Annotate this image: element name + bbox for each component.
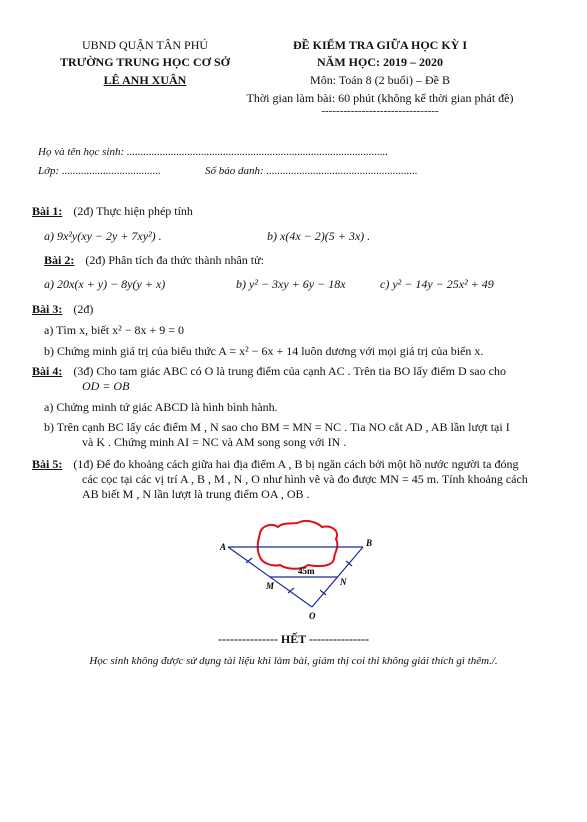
header-divider: -------------------------------- bbox=[321, 105, 439, 117]
problem-4-desc: (3đ) Cho tam giác ABC có O là trung điểm của cạnh AC . Trên tia BO lấy điểm D sao cho bbox=[73, 364, 506, 378]
exam-time: Thời gian làm bài: 60 phút (không kể thời gian phát đề) bbox=[246, 91, 514, 105]
problem-4b-line2: và K . Chứng minh AI = NC và AM song song với IN . bbox=[82, 435, 347, 449]
problem-1b: b) x(4x − 2)(5 + 3x) . bbox=[267, 229, 371, 243]
problem-4a: a) Chứng minh tứ giác ABCD là hình bình hành. bbox=[44, 400, 278, 414]
problem-5-title: Bài 5: bbox=[32, 457, 63, 471]
problem-1-header bbox=[32, 204, 193, 219]
student-sbd-line: Số báo danh: ....................................................... bbox=[205, 165, 418, 177]
problem-3-header bbox=[32, 302, 93, 317]
school-year: NĂM HỌC: 2019 – 2020 bbox=[317, 55, 443, 69]
problem-2b: b) y² − 3xy + 6y − 18x bbox=[236, 277, 346, 291]
student-class-line: Lớp: .................................... bbox=[38, 165, 161, 177]
problem-2c: c) y² − 14y − 25x² + 49 bbox=[380, 277, 494, 291]
problem-1-desc: (2đ) Thực hiện phép tính bbox=[73, 204, 193, 218]
problem-3b: b) Chứng minh giá trị của biểu thức A = x² − 6x + 14 luôn dương với mọi giá trị của biến x. bbox=[44, 344, 484, 358]
point-b-label: B bbox=[366, 538, 373, 548]
problem-4b-line1: b) Trên cạnh BC lấy các điểm M , N sao cho BM = MN = NC . Tia NO cắt AD , AB lần lượt tại I bbox=[44, 420, 510, 434]
problem-2-header bbox=[44, 253, 264, 268]
school-name-line2: LÊ ANH XUÂN bbox=[103, 73, 187, 87]
lake-shape bbox=[258, 521, 338, 569]
district-name: UBND QUẬN TÂN PHÚ bbox=[81, 38, 209, 52]
problem-3a: a) Tìm x, biết x² − 8x + 9 = 0 bbox=[44, 323, 184, 337]
point-a-label: A bbox=[220, 542, 227, 552]
footer-note: Học sinh không được sử dụng tài liệu khi làm bài, giám thị coi thi không giải thích gì thêm./. bbox=[89, 655, 498, 667]
point-o-label: O bbox=[309, 611, 316, 621]
problem-2a: a) 20x(x + y) − 8y(y + x) bbox=[44, 277, 166, 291]
problem-3-title: Bài 3: bbox=[32, 302, 63, 316]
exam-title: ĐỀ KIỂM TRA GIỮA HỌC KỲ I bbox=[292, 38, 468, 52]
problem-4-desc-cont: OD = OB bbox=[82, 379, 130, 393]
problem-5-desc: (1đ) Để đo khoảng cách giữa hai địa điểm A , B bị ngăn cách bởi một hồ nước người ta đóng bbox=[73, 457, 519, 471]
problem-4-header bbox=[32, 364, 506, 379]
problem-2-title: Bài 2: bbox=[44, 253, 75, 267]
point-n-label: N bbox=[340, 577, 347, 587]
exam-subject: Môn: Toán 8 (2 buổi) – Đề B bbox=[310, 73, 450, 87]
problem-2-desc: (2đ) Phân tích đa thức thành nhân tử: bbox=[85, 253, 264, 267]
student-name-line: Họ và tên học sinh: ............................................................................................... bbox=[38, 146, 389, 158]
school-name-line1: TRƯỜNG TRUNG HỌC CƠ SỞ bbox=[59, 55, 230, 69]
end-marker: --------------- HẾT --------------- bbox=[217, 632, 369, 646]
lake-figure bbox=[200, 515, 390, 625]
problem-4-title: Bài 4: bbox=[32, 364, 63, 378]
mn-length-label: 45m bbox=[298, 566, 315, 576]
problem-1-title: Bài 1: bbox=[32, 204, 63, 218]
problem-1a: a) 9x²y(xy − 2y + 7xy²) . bbox=[44, 229, 162, 243]
point-m-label: M bbox=[266, 581, 275, 591]
problem-5-desc-line2: các cọc tại các vị trí A , B , M , N , O như hình vẽ và đo được MN = 45 m. Tính khoảng cách bbox=[82, 472, 528, 486]
problem-5-header bbox=[32, 457, 518, 472]
problem-3-desc: (2đ) bbox=[73, 302, 94, 316]
problem-5-desc-line3: AB biết M , N lần lượt là trung điểm OA , OB . bbox=[82, 487, 310, 501]
